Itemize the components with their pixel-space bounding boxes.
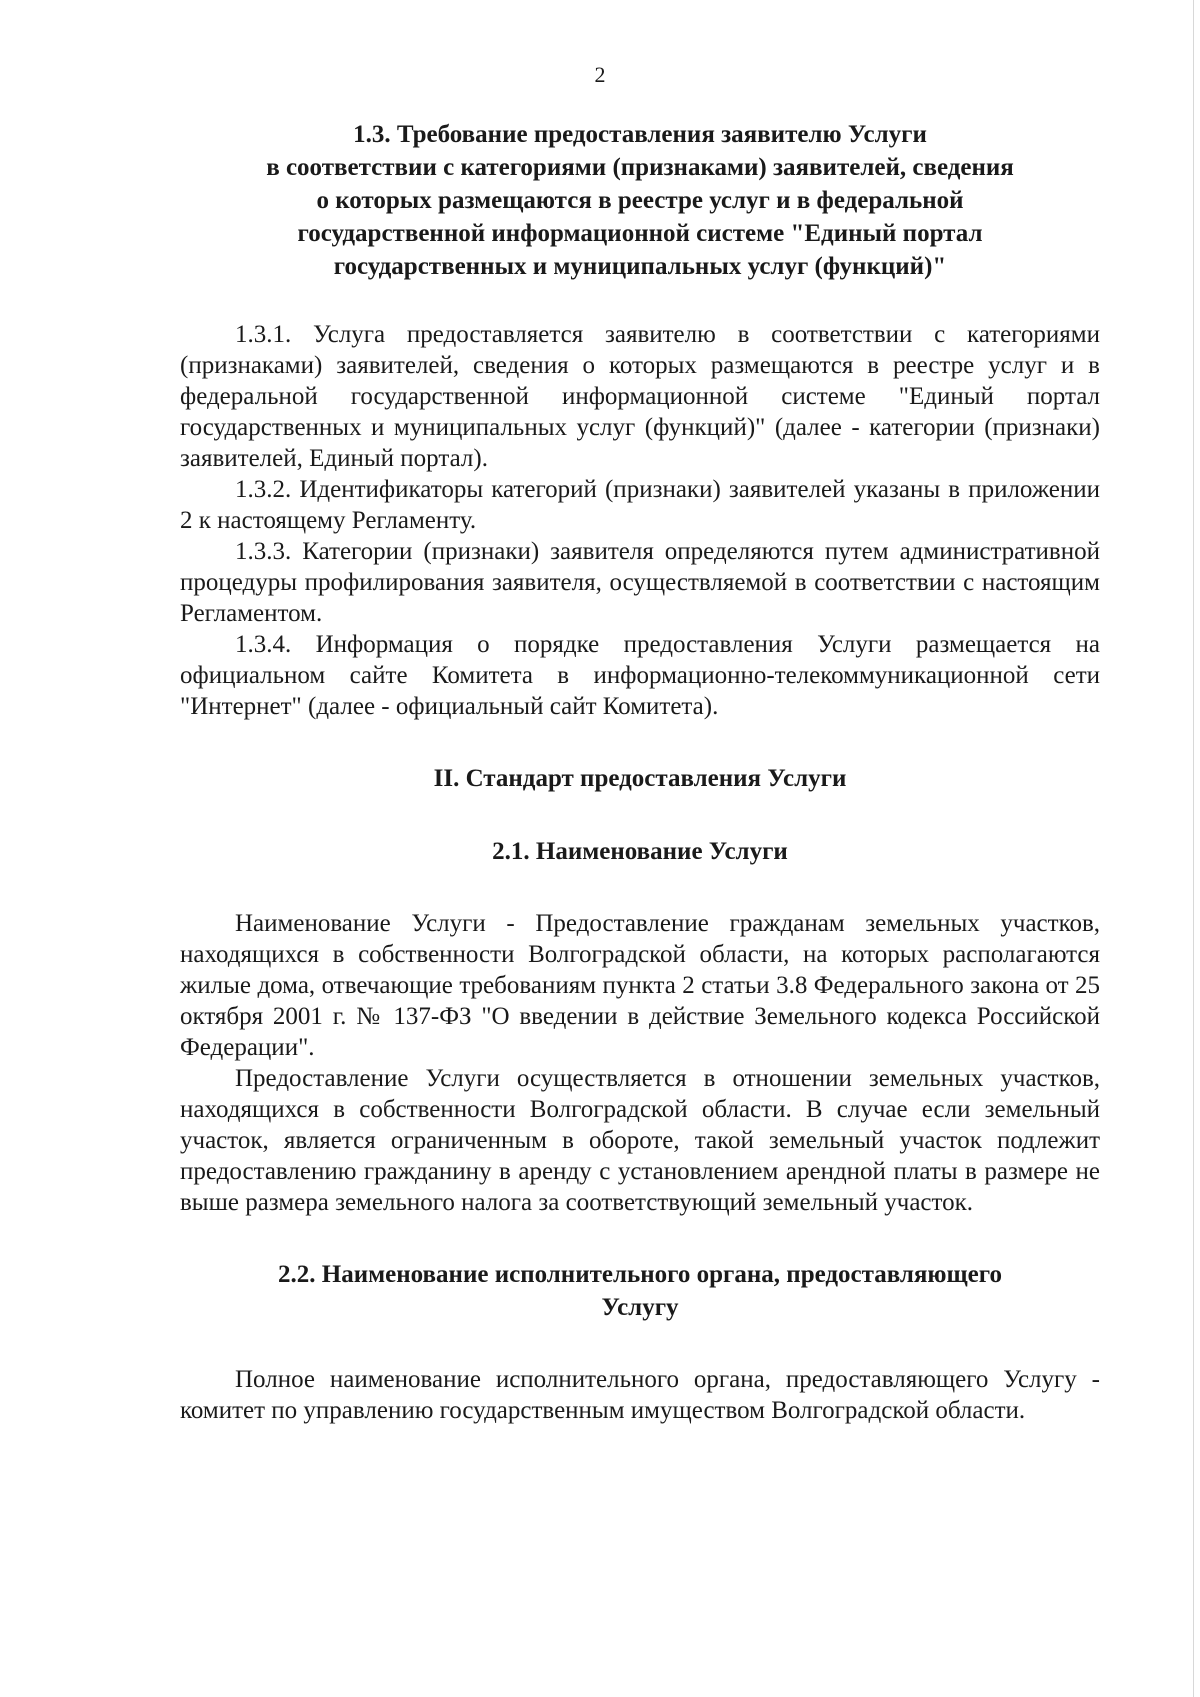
- heading-1-3-line: государственных и муниципальных услуг (функций)": [333, 253, 947, 280]
- paragraph-2-1-name: Наименование Услуги - Предоставление гражданам земельных участков, находящихся в собственности Волгоградской области, на которых располагаются жилые дома, отвечающие требованиям пункта 2 статьи 3.8 Федерального закона от 25 октября 2001 г. № 137-ФЗ "О введении в действие Земельного кодекса Российской Федерации".: [180, 910, 1100, 1061]
- paragraph-1-3-1: 1.3.1. Услуга предоставляется заявителю в соответствии с категориями (признаками) заявителей, сведения о которых размещаются в реестре услуг и в федеральной государственной информационной системе "Единый портал государственных и муниципальных услуг (функций)" (далее - категории (признаки) заявителей, Единый портал).: [180, 321, 1100, 472]
- paragraph-1-3-3: 1.3.3. Категории (признаки) заявителя определяются путем административной процедуры профилирования заявителя, осуществляемой в соответствии с настоящим Регламентом.: [180, 538, 1100, 627]
- scan-edge-line: [1193, 0, 1194, 1697]
- heading-2-2: [180, 1258, 1100, 1324]
- heading-1-3-line: о которых размещаются в реестре услуг и в федеральной: [316, 187, 964, 214]
- heading-2-2-line: 2.2. Наименование исполнительного органа, предоставляющего: [278, 1261, 1002, 1288]
- paragraph-2-1-provision: Предоставление Услуги осуществляется в отношении земельных участков, находящихся в собственности Волгоградской области. В случае если земельный участок, является ограниченным в обороте, такой земельный участок подлежит предоставлению гражданину в аренду с установлением арендной платы в размере не выше размера земельного налога за соответствующий земельный участок.: [180, 1065, 1100, 1216]
- heading-1-3-line: в соответствии с категориями (признаками) заявителей, сведения: [266, 154, 1014, 181]
- heading-1-3-line: государственной информационной системе "Единый портал: [297, 220, 983, 247]
- paragraph-2-2-authority: Полное наименование исполнительного органа, предоставляющего Услугу - комитет по управлению государственным имуществом Волгоградской области.: [180, 1366, 1100, 1424]
- document-body: [180, 118, 1100, 1426]
- paragraph-1-3-2: 1.3.2. Идентификаторы категорий (признаки) заявителей указаны в приложении 2 к настоящему Регламенту.: [180, 476, 1100, 534]
- heading-2-1: 2.1. Наименование Услуги: [492, 838, 788, 865]
- heading-1-3-line: 1.3. Требование предоставления заявителю Услуги: [353, 121, 927, 148]
- heading-2-2-line: Услугу: [601, 1294, 679, 1321]
- heading-1-3: [180, 118, 1100, 283]
- heading-section-2: II. Стандарт предоставления Услуги: [433, 765, 847, 792]
- paragraph-1-3-4: 1.3.4. Информация о порядке предоставления Услуги размещается на официальном сайте Комитета в информационно-телекоммуникационной сети "Интернет" (далее - официальный сайт Комитета).: [180, 631, 1100, 720]
- page-number: 2: [594, 62, 606, 87]
